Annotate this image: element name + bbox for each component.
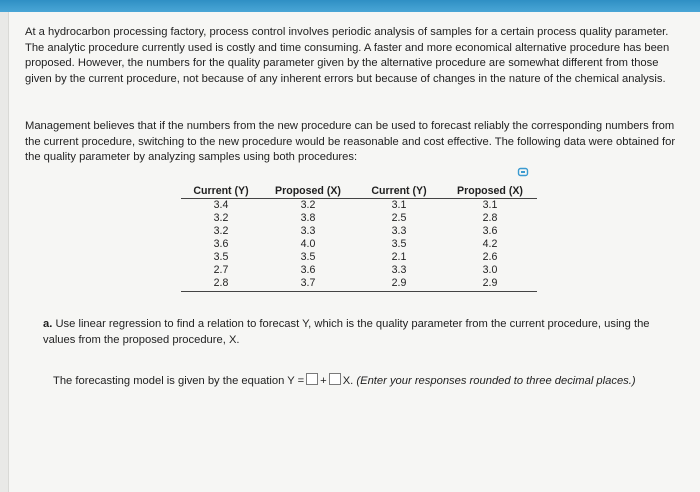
table-cell: 3.3 xyxy=(391,264,407,276)
table-cell: 3.1 xyxy=(391,199,407,211)
table-cell: 3.4 xyxy=(213,199,229,211)
table-cell: 3.5 xyxy=(213,251,229,263)
intro-paragraph: At a hydrocarbon processing factory, process control involves periodic analysis of samples for a certain process quality parameter. The analytic procedure currently used is costly and time consuming. A faster and more economical alternative procedure has been proposed. However, the numbers for the quality parameter given by the alternative procedure are somewhat different from those given by the current procedure, not because of any inherent errors but because of changes in the nature of the chemical analysis. xyxy=(25,26,670,85)
intercept-input[interactable] xyxy=(306,373,318,385)
table-cell: 3.6 xyxy=(482,225,498,237)
table-row xyxy=(181,264,537,277)
expand-icon[interactable] xyxy=(517,166,529,178)
table-cell: 2.1 xyxy=(391,251,407,263)
header-proposed-x-2: Proposed (X) xyxy=(443,183,537,199)
table-cell: 4.2 xyxy=(482,238,498,250)
table-cell: 2.8 xyxy=(181,277,261,292)
table-cell: 2.8 xyxy=(482,212,498,224)
top-bar xyxy=(0,0,700,12)
table-cell: 2.9 xyxy=(443,277,537,292)
header-current-y-2: Current (Y) xyxy=(355,183,443,199)
table-cell: 3.2 xyxy=(213,212,229,224)
rounding-hint: (Enter your responses rounded to three decimal places.) xyxy=(356,375,636,387)
table-cell: 3.1 xyxy=(482,199,498,211)
data-table xyxy=(181,183,537,292)
table-cell: 3.6 xyxy=(300,264,316,276)
equation-line xyxy=(53,373,636,389)
table-row xyxy=(181,251,537,264)
header-current-y-1: Current (Y) xyxy=(181,183,261,199)
table-cell: 3.0 xyxy=(482,264,498,276)
table-row xyxy=(181,277,537,292)
table-row xyxy=(181,199,537,213)
equation-plus: + xyxy=(320,375,327,387)
table-cell: 2.5 xyxy=(391,212,407,224)
question-panel xyxy=(8,12,700,492)
slope-input[interactable] xyxy=(329,373,341,385)
table-row xyxy=(181,212,537,225)
table-row xyxy=(181,225,537,238)
table-row xyxy=(181,238,537,251)
table-cell: 3.3 xyxy=(391,225,407,237)
table-cell: 3.5 xyxy=(300,251,316,263)
table-cell: 3.2 xyxy=(213,225,229,237)
table-cell: 2.9 xyxy=(355,277,443,292)
table-header-row xyxy=(181,183,537,199)
table-cell: 3.5 xyxy=(391,238,407,250)
question-a-text: Use linear regression to find a relation to forecast Y, which is the quality parameter from the current procedure, using the values from the proposed procedure, X. xyxy=(43,318,650,346)
table-cell: 3.8 xyxy=(300,212,316,224)
question-a xyxy=(43,317,673,348)
equation-prefix: The forecasting model is given by the equation Y = xyxy=(53,375,305,387)
question-a-label: a. xyxy=(43,318,53,330)
table-cell: 4.0 xyxy=(300,238,316,250)
table-cell: 2.6 xyxy=(482,251,498,263)
table-cell: 3.7 xyxy=(261,277,355,292)
management-paragraph: Management believes that if the numbers from the new procedure can be used to forecast reliably the corresponding numbers from the current procedure, switching to the new procedure would be reasonable and cost effective. The following data were obtained for the quality parameter by analyzing samples using both procedures: xyxy=(25,120,676,164)
table-cell: 3.2 xyxy=(300,199,316,211)
equation-suffix: X. xyxy=(342,375,354,387)
header-proposed-x-1: Proposed (X) xyxy=(261,183,355,199)
table-cell: 2.7 xyxy=(213,264,229,276)
table-cell: 3.3 xyxy=(300,225,316,237)
table-cell: 3.6 xyxy=(213,238,229,250)
